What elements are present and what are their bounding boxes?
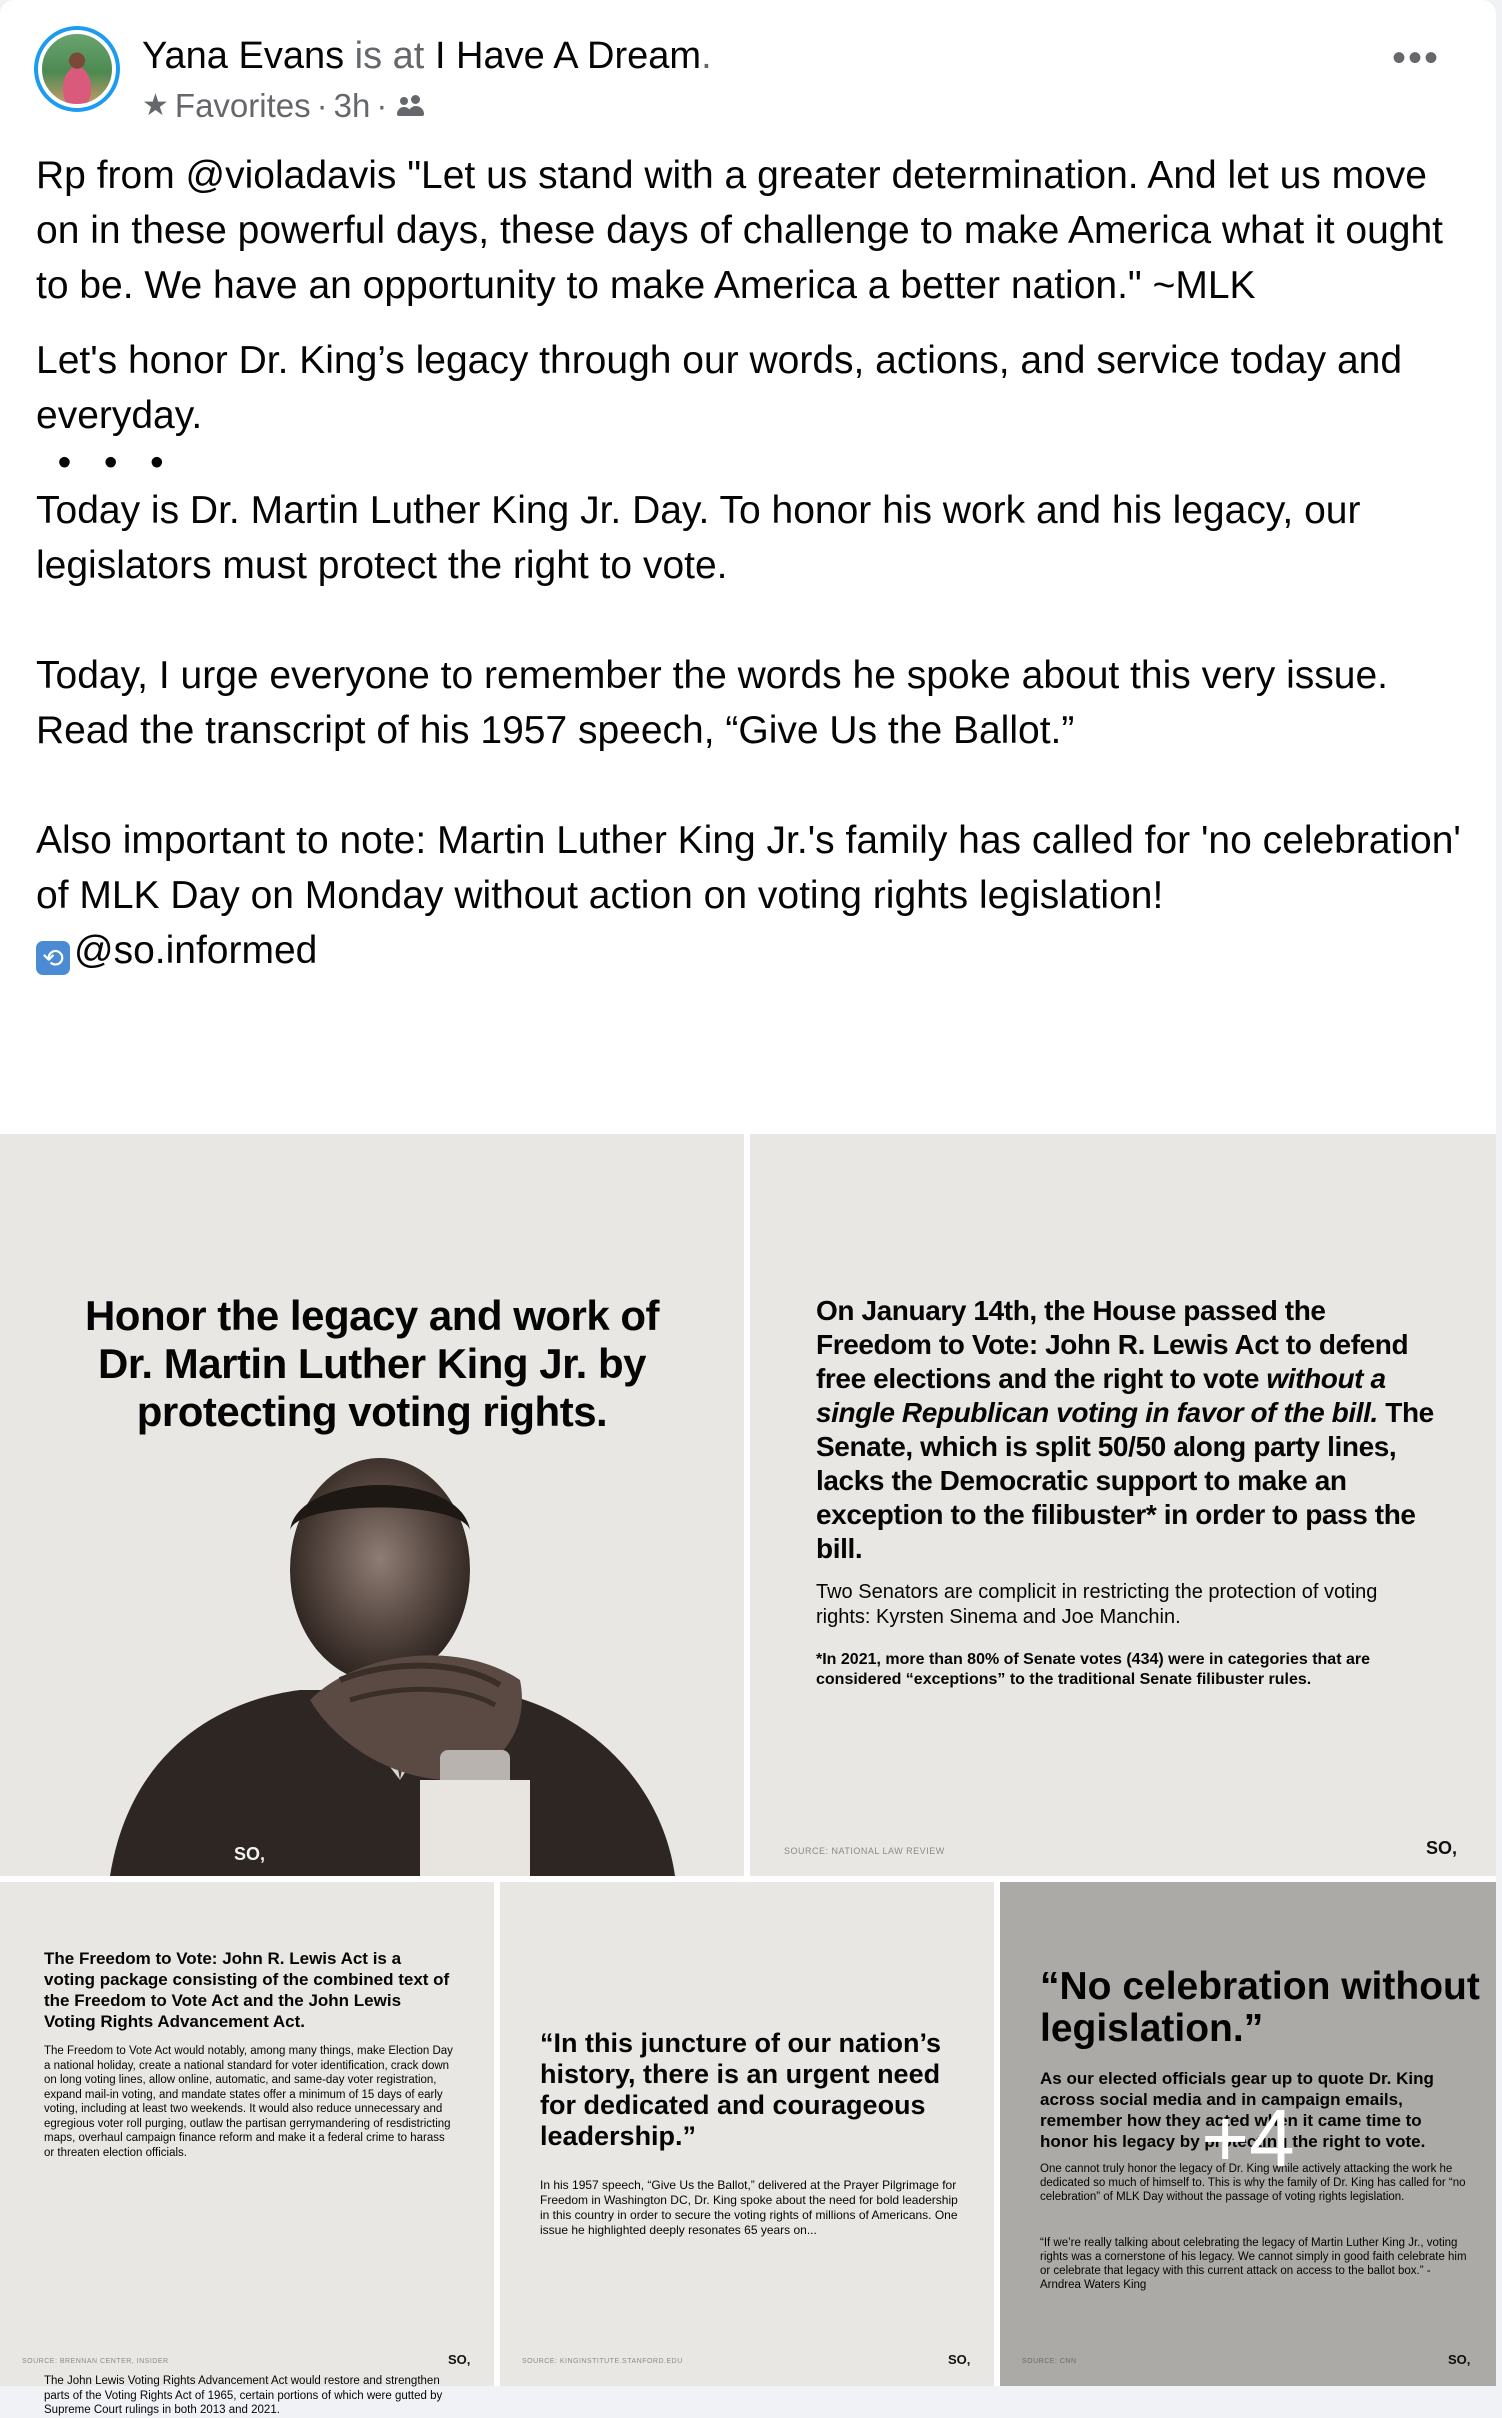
tile2-footnote: *In 2021, more than 80% of Senate votes (434) were in categories that are considered “exceptions” to the traditional Senate filibuster rules. [816, 1651, 1370, 1688]
photo-tile-4[interactable] [500, 1882, 994, 2386]
tile2-senators-text: Two Senators are complicit in restricting the protection of voting rights: Kyrsten Sinema and Joe Manchin. [816, 1581, 1378, 1628]
so-logo: SO, [1426, 1838, 1458, 1858]
post-header [34, 26, 1474, 126]
tile5-source: SOURCE: CNN [1022, 2358, 1077, 2365]
star-icon: ★ [142, 89, 169, 122]
blank-line [36, 593, 1476, 648]
place-link[interactable]: I Have A Dream [434, 35, 702, 77]
meta-separator-2: · [376, 87, 388, 124]
credit-handle: @so.informed [74, 929, 318, 972]
tile2-text-italic: without a single Republican voting in favor of the bill. [816, 1363, 1386, 1428]
tile4-source: SOURCE: KINGINSTITUTE.STANFORD.EDU [522, 2358, 683, 2365]
tile3-body-2: The John Lewis Voting Rights Advancement Act would restore and strengthen parts of the Voting Rights Act of 1965, certain portions of which were gutted by Supreme Court rulings in both 2013 and 2021. [44, 2375, 443, 2416]
dots-divider: • • • [36, 441, 164, 484]
post-paragraph: Rp from @violadavis "Let us stand with a greater determination. And let us move on in these powerful days, these days of challenge to make America what it ought to be. We have an opportunity to make America a better nation." ~MLK [36, 154, 1454, 307]
post-paragraph: Also important to note: Martin Luther King Jr.'s family has called for 'no celebration' of MLK Day on Monday without action on voting rights legislation! [36, 819, 1472, 917]
tile4-quote: “In this juncture of our nation’s history, there is an urgent need for dedicated and courageous leadership.” [540, 2028, 941, 2151]
tile5-quote: “No celebration without legislation.” [1040, 1965, 1480, 2050]
blank-line [36, 758, 1476, 813]
so-logo: SO, [448, 2352, 471, 2367]
tile4-body: In his 1957 speech, “Give Us the Ballot,” delivered at the Prayer Pilgrimage for Freedom in Washington DC, Dr. King spoke about the need for bold leadership in this country in order to secure the voting rights of millions of Americans. One issue he highlighted deeply resonates 65 years on... [540, 2178, 958, 2237]
so-logo: SO, [234, 1844, 266, 1864]
more-photos-count[interactable]: +4 [1201, 2093, 1295, 2184]
period-text: . [701, 35, 712, 77]
author-avatar[interactable] [34, 26, 120, 112]
more-options-icon[interactable]: ••• [1391, 36, 1440, 80]
photo-tile-1[interactable] [0, 1134, 744, 1876]
author-name-link[interactable]: Yana Evans [142, 35, 345, 77]
tile2-text-a: On January 14th, the House passed the Freedom to Vote: John R. Lewis Act to defend free elections and the right to vote [816, 1295, 1409, 1394]
tile5-body-2: “If we’re really talking about celebrating the legacy of Martin Luther King Jr., voting rights was a cornerstone of his legacy. We cannot simply in good faith celebrate him or celebrate that legacy with this current attack on access to the ballot box.” - Arndrea Waters King [1040, 2237, 1467, 2291]
photo-tile-2[interactable] [750, 1134, 1496, 1876]
tile3-body: The Freedom to Vote Act would notably, among many things, make Election Day a national holiday, create a national standard for voter identification, crack down on long voting lines, allow online, automatic, and same-day voter registration, expand mail-in voting, and mandate states offer a minimum of 15 days of early voting, including at least two weekends. It would also reduce unnecessary and egregious voter roll purging, outlaw the partisan gerrymandering of resdistricting maps, overhaul campaign finance reform and make it a federal crime to harass or threaten election officials. [44, 2045, 453, 2159]
repost-icon: ⟲ [36, 941, 70, 975]
portrait-image [100, 1450, 680, 1876]
tile1-headline: Honor the legacy and work of Dr. Martin Luther King Jr. by protecting voting rights. [84, 1292, 660, 1435]
is-at-text: is at [354, 35, 425, 77]
so-logo: SO, [1448, 2352, 1471, 2367]
post-paragraph: Today is Dr. Martin Luther King Jr. Day. To honor his work and his legacy, our legislators must protect the right to vote. [36, 489, 1372, 587]
credit-line[interactable] [36, 923, 1476, 978]
photo-tile-3[interactable] [0, 1882, 494, 2416]
audience-label[interactable]: Favorites [174, 87, 311, 124]
friends-icon [397, 95, 425, 117]
tile3-heading: The Freedom to Vote: John R. Lewis Act is a voting package consisting of the combined text of the Freedom to Vote Act and the John Lewis Voting Rights Advancement Act. [44, 1949, 450, 2031]
avatar-image [38, 30, 116, 108]
tile5-body: One cannot truly honor the legacy of Dr. King while actively attacking the work he dedicated so much of himself to. This is why the family of Dr. King has called for “no celebration” of MLK Day without the passage of voting rights legislation. [1040, 2163, 1466, 2203]
tile2-source: SOURCE: NATIONAL LAW REVIEW [784, 1846, 945, 1856]
tile2-text-c: The Senate, which is split 50/50 along party lines, lacks the Democratic support to make an exception to the filibuster* in order to pass the bill. [816, 1397, 1434, 1564]
photo-grid [0, 1134, 1496, 2416]
photo-tile-5[interactable] [1000, 1882, 1496, 2386]
meta-separator: · [316, 87, 328, 124]
post-meta [142, 86, 425, 126]
post-paragraph: Today, I urge everyone to remember the words he spoke about this very issue. Read the transcript of his 1957 speech, “Give Us the Ballot.” [36, 654, 1399, 752]
tile5-heading: As our elected officials gear up to quote Dr. King across social media and in campaign emails, remember how they acted when it came time to honor his legacy by protecting the right to vote. [1040, 2069, 1434, 2151]
author-line [142, 34, 712, 78]
tile2-main-text [816, 1294, 1436, 1566]
post-time[interactable]: 3h [333, 87, 371, 124]
post-body [36, 148, 1476, 978]
so-logo: SO, [948, 2352, 971, 2367]
tile3-source: SOURCE: BRENNAN CENTER, INSIDER [22, 2358, 169, 2365]
post-paragraph: Let's honor Dr. King’s legacy through our words, actions, and service today and everyday. [36, 339, 1413, 437]
